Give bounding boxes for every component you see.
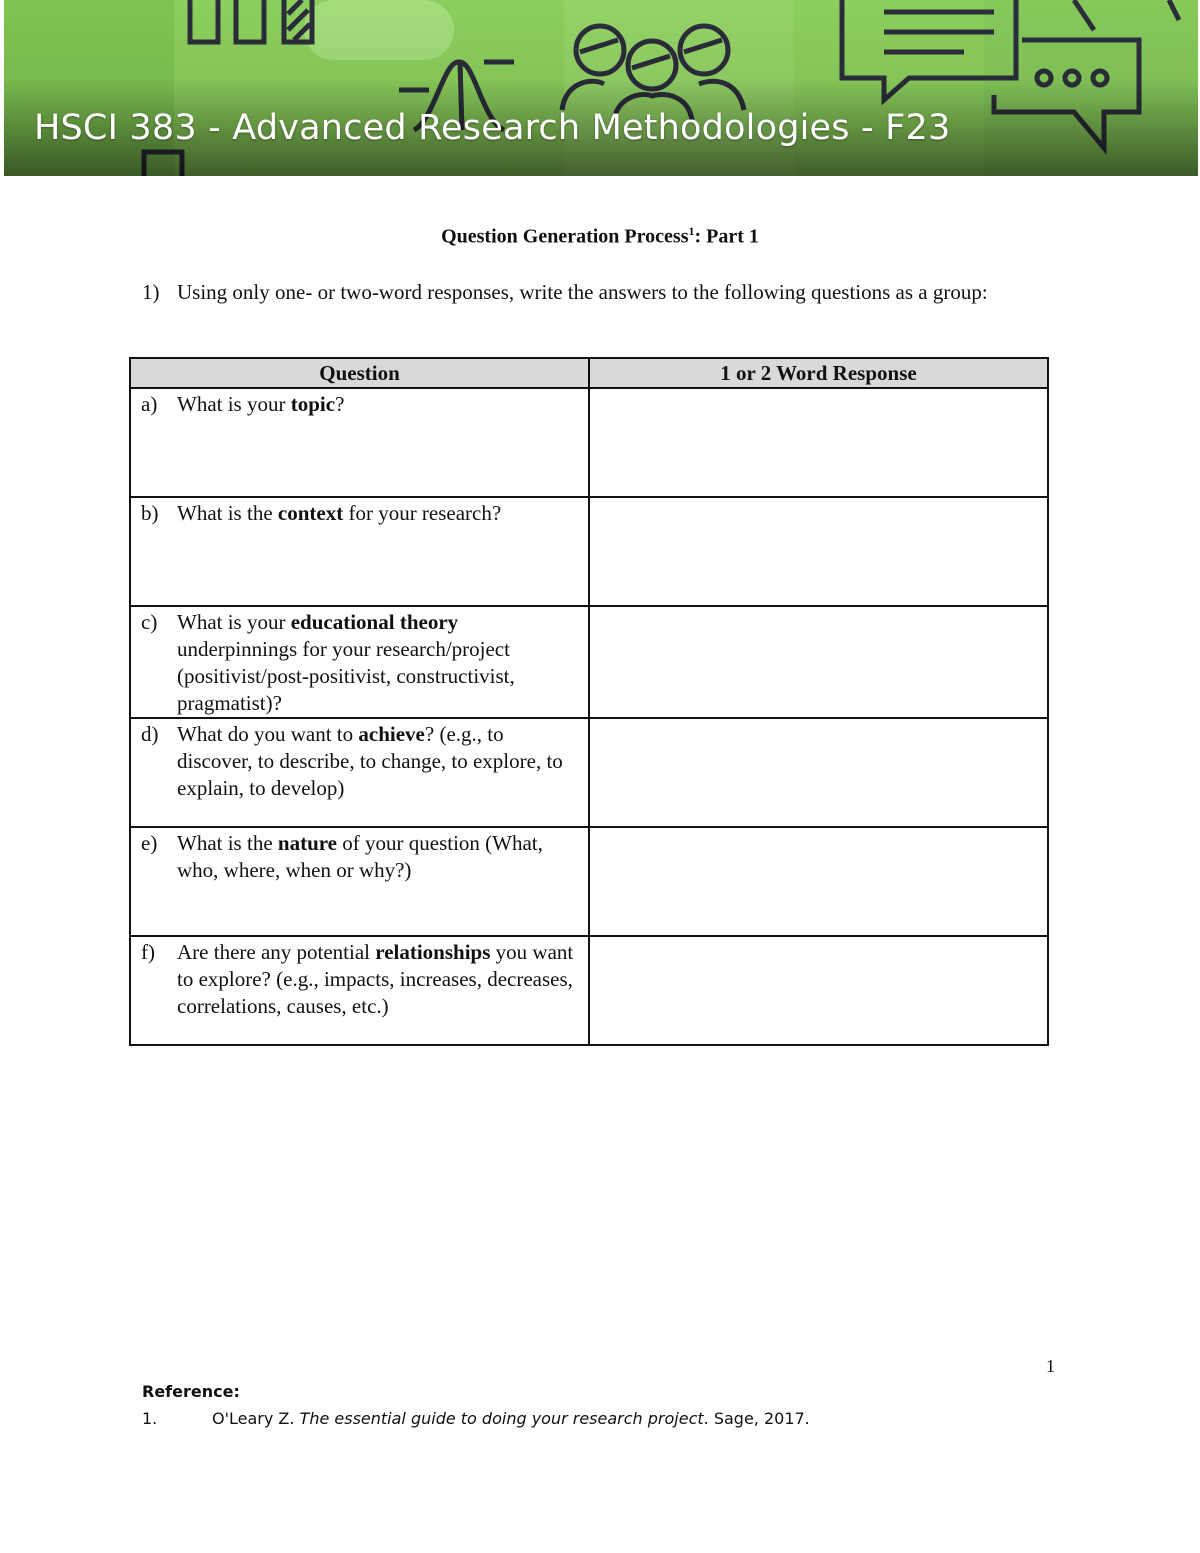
question-cell: d) What do you want to achieve? (e.g., to discover, to describe, to change, to explore, to explain, to develop) [130,718,589,827]
response-cell[interactable] [589,606,1048,718]
table-row [130,388,1048,497]
response-cell[interactable] [589,827,1048,936]
table-row [130,497,1048,606]
question-letter: d) [141,722,159,746]
header-banner [4,0,1198,176]
question-keyword: topic [290,392,336,416]
table-row [130,606,1048,718]
question-keyword: achieve [358,722,425,746]
table-row [130,718,1048,827]
instruction-paragraph [142,278,1042,306]
question-letter: b) [141,501,159,525]
response-cell[interactable] [589,388,1048,497]
reference-number: 1. [142,1409,158,1428]
course-title: HSCI 383 - Advanced Research Methodologies - F23 [34,108,951,148]
table-row [130,936,1048,1045]
question-cell: e) What is the nature of your question (What, who, where, when or why?) [130,827,589,936]
response-cell[interactable] [589,718,1048,827]
response-cell[interactable] [589,497,1048,606]
question-cell: f) Are there any potential relationships you want to explore? (e.g., impacts, increases, decreases, correlations, causes, etc.) [130,936,589,1045]
question-cell: c) What is your educational theory underpinnings for your research/project (positivist/post-positivist, constructivist, pragmatist)? [130,606,589,718]
column-header-question: Question [130,358,589,388]
instruction-text: Using only one- or two-word responses, write the answers to the following questions as a group: [177,280,988,304]
table-row [130,827,1048,936]
question-letter: f) [141,940,155,964]
question-cell: b) What is the context for your research? [130,497,589,606]
footnote-marker: 1 [688,224,695,238]
page-number: 1 [1046,1356,1055,1376]
question-letter: c) [141,610,158,634]
question-cell: a) What is your topic? [130,388,589,497]
question-letter: a) [141,392,158,416]
table-header-row [130,358,1048,388]
response-cell[interactable] [589,936,1048,1045]
banner-illustration [4,0,1198,176]
page-title: Question Generation Process$^1$: Part 1 [441,224,759,248]
question-keyword: nature [277,831,338,855]
question-keyword: context [277,501,344,525]
reference-heading: Reference: [142,1382,240,1401]
reference-citation: O'Leary Z. The essential guide to doing your research project. Sage, 2017. [212,1409,810,1428]
question-table [129,357,1049,1046]
question-letter: e) [141,831,158,855]
column-header-response: 1 or 2 Word Response [589,358,1048,388]
question-keyword: educational theory [290,610,459,634]
instruction-number: 1) [142,280,160,304]
question-keyword: relationships [375,940,491,964]
